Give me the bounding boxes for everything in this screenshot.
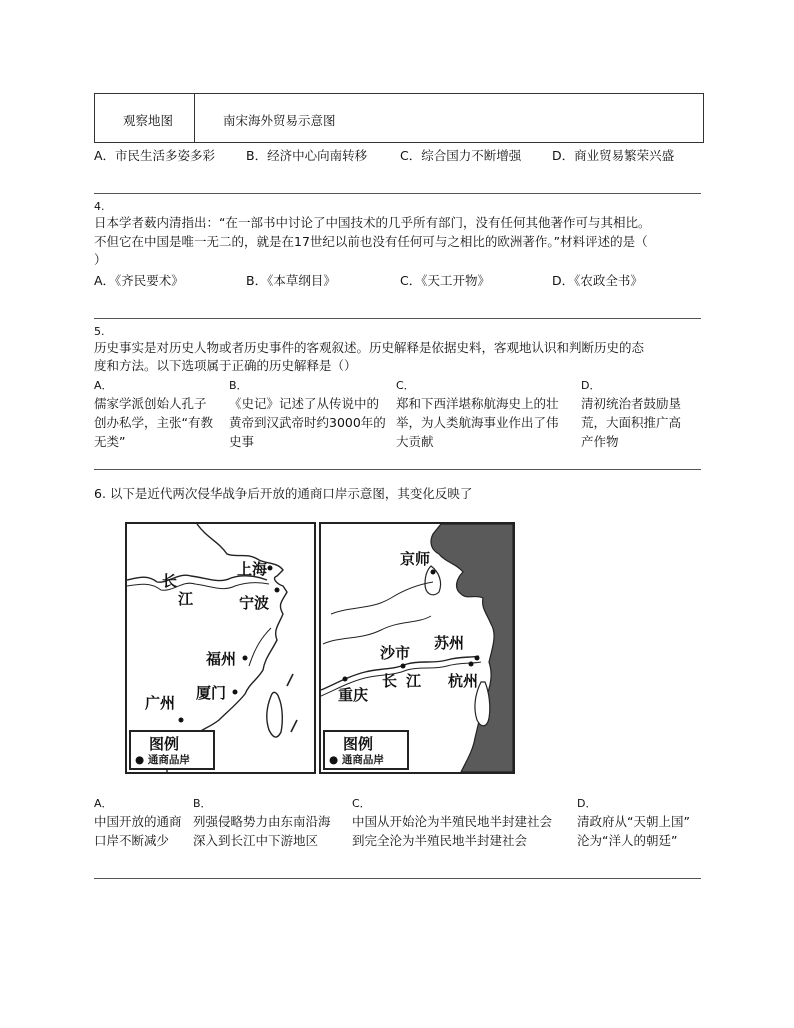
option-line: 荒，大面积推广高: [581, 415, 682, 430]
river-label: 江: [406, 672, 422, 690]
option-line: 中国从开始沦为半殖民地半封建社会: [352, 814, 553, 829]
divider: [94, 318, 701, 319]
city-label: 沙市: [380, 644, 411, 662]
option-line: 创办私学，主张“有教: [94, 415, 213, 430]
city-label: 京师: [400, 550, 431, 568]
option-line: 黄帝到汉武帝时约3000年的: [229, 415, 386, 430]
option-line: 大贡献: [396, 434, 434, 449]
observation-table: [94, 93, 704, 143]
option-letter: B．: [193, 797, 212, 810]
q4-option-c[interactable]: C．《天工开物》: [400, 273, 490, 288]
city-label: 厦门: [196, 684, 227, 702]
q5-stem-line1: 历史事实是对历史人物或者历史事件的客观叙述。历史解释是依据史料，客观地认识和判断历史的态: [94, 340, 645, 355]
q4-stem-line3: ）: [94, 252, 107, 267]
map-after-first-war: [125, 522, 316, 774]
river-label: 长: [162, 572, 178, 590]
city-label: 苏州: [434, 634, 465, 652]
city-label: 杭州: [448, 672, 479, 690]
option-letter: D．: [581, 379, 601, 392]
map-1-legend: [129, 730, 215, 770]
legend-title: 图例: [343, 735, 374, 753]
q4-number: 4.: [94, 200, 105, 213]
city-label: 重庆: [338, 686, 369, 704]
option-line: 郑和下西洋堪称航海史上的壮: [396, 396, 559, 411]
q3-option-b[interactable]: B．经济中心向南转移: [246, 148, 368, 163]
option-line: 到完全沦为半殖民地半封建社会: [352, 833, 528, 848]
option-letter: D．: [577, 797, 597, 810]
option-line: 沦为“洋人的朝廷”: [577, 833, 678, 848]
city-label: 上海: [237, 560, 268, 578]
q4-option-a[interactable]: A．《齐民要术》: [94, 273, 184, 288]
option-line: 中国开放的通商: [94, 814, 182, 829]
legend-item: ● 通商品岸: [135, 754, 190, 766]
city-label: 广州: [145, 694, 176, 712]
option-letter: C．: [396, 379, 415, 392]
option-line: 产作物: [581, 434, 619, 449]
divider: [94, 469, 701, 470]
option-line: 史事: [229, 434, 255, 449]
option-line: 无类”: [94, 434, 126, 449]
q5-option-b[interactable]: [229, 378, 394, 451]
option-line: 口岸不断减少: [94, 833, 170, 848]
city-label: 宁波: [239, 594, 270, 612]
option-line: 列强侵略势力由东南沿海: [193, 814, 331, 829]
option-letter: B．: [229, 379, 248, 392]
option-line: 深入到长江中下游地区: [193, 833, 319, 848]
q3-option-d[interactable]: D．商业贸易繁荣兴盛: [552, 148, 675, 163]
q3-option-a[interactable]: A．市民生活多姿多彩: [94, 148, 216, 163]
q4-stem-line2: 不但它在中国是唯一无二的，就是在17世纪以前也没有任何可与之相比的欧洲著作。”材料评述的是（: [94, 234, 648, 249]
q6-option-d[interactable]: [577, 796, 701, 850]
q6-stem: 6. 以下是近代两次侵华战争后开放的通商口岸示意图，其变化反映了: [94, 486, 473, 501]
q6-option-a[interactable]: [94, 796, 194, 850]
q3-option-c[interactable]: C．综合国力不断增强: [400, 148, 522, 163]
option-line: 《史记》记述了从传说中的: [229, 396, 380, 411]
table-label: 观察地图: [123, 113, 174, 128]
option-line: 清政府从“天朝上国”: [577, 814, 690, 829]
map-after-second-war: [319, 522, 515, 774]
option-line: 举，为人类航海事业作出了伟: [396, 415, 559, 430]
option-line: 儒家学派创始人孔子: [94, 396, 207, 411]
map-2-legend: [323, 730, 409, 770]
q4-stem-line1: 日本学者薮内清指出：“在一部书中讨论了中国技术的几乎所有部门，没有任何其他著作可与其相比。: [94, 215, 651, 230]
q5-option-a[interactable]: [94, 378, 226, 451]
river-label: 江: [178, 590, 194, 608]
legend-item: ● 通商品岸: [329, 754, 384, 766]
table-value: 南宋海外贸易示意图: [223, 113, 336, 128]
option-letter: C．: [352, 797, 371, 810]
q5-option-c[interactable]: [396, 378, 576, 451]
q4-option-b[interactable]: B．《本草纲目》: [246, 273, 336, 288]
q6-option-c[interactable]: [352, 796, 577, 850]
river-label: 长: [382, 672, 398, 690]
city-label: 福州: [206, 650, 237, 668]
divider: [94, 878, 701, 879]
option-line: 清初统治者鼓励垦: [581, 396, 682, 411]
option-letter: A．: [94, 797, 113, 810]
q5-stem-line2: 度和方法。以下选项属于正确的历史解释是（）: [94, 358, 357, 373]
q4-option-d[interactable]: D．《农政全书》: [552, 273, 643, 288]
q5-option-d[interactable]: [581, 378, 701, 451]
option-letter: A．: [94, 379, 113, 392]
legend-title: 图例: [149, 735, 180, 753]
q6-option-b[interactable]: [193, 796, 353, 850]
divider: [94, 193, 701, 194]
q5-number: 5.: [94, 325, 105, 338]
